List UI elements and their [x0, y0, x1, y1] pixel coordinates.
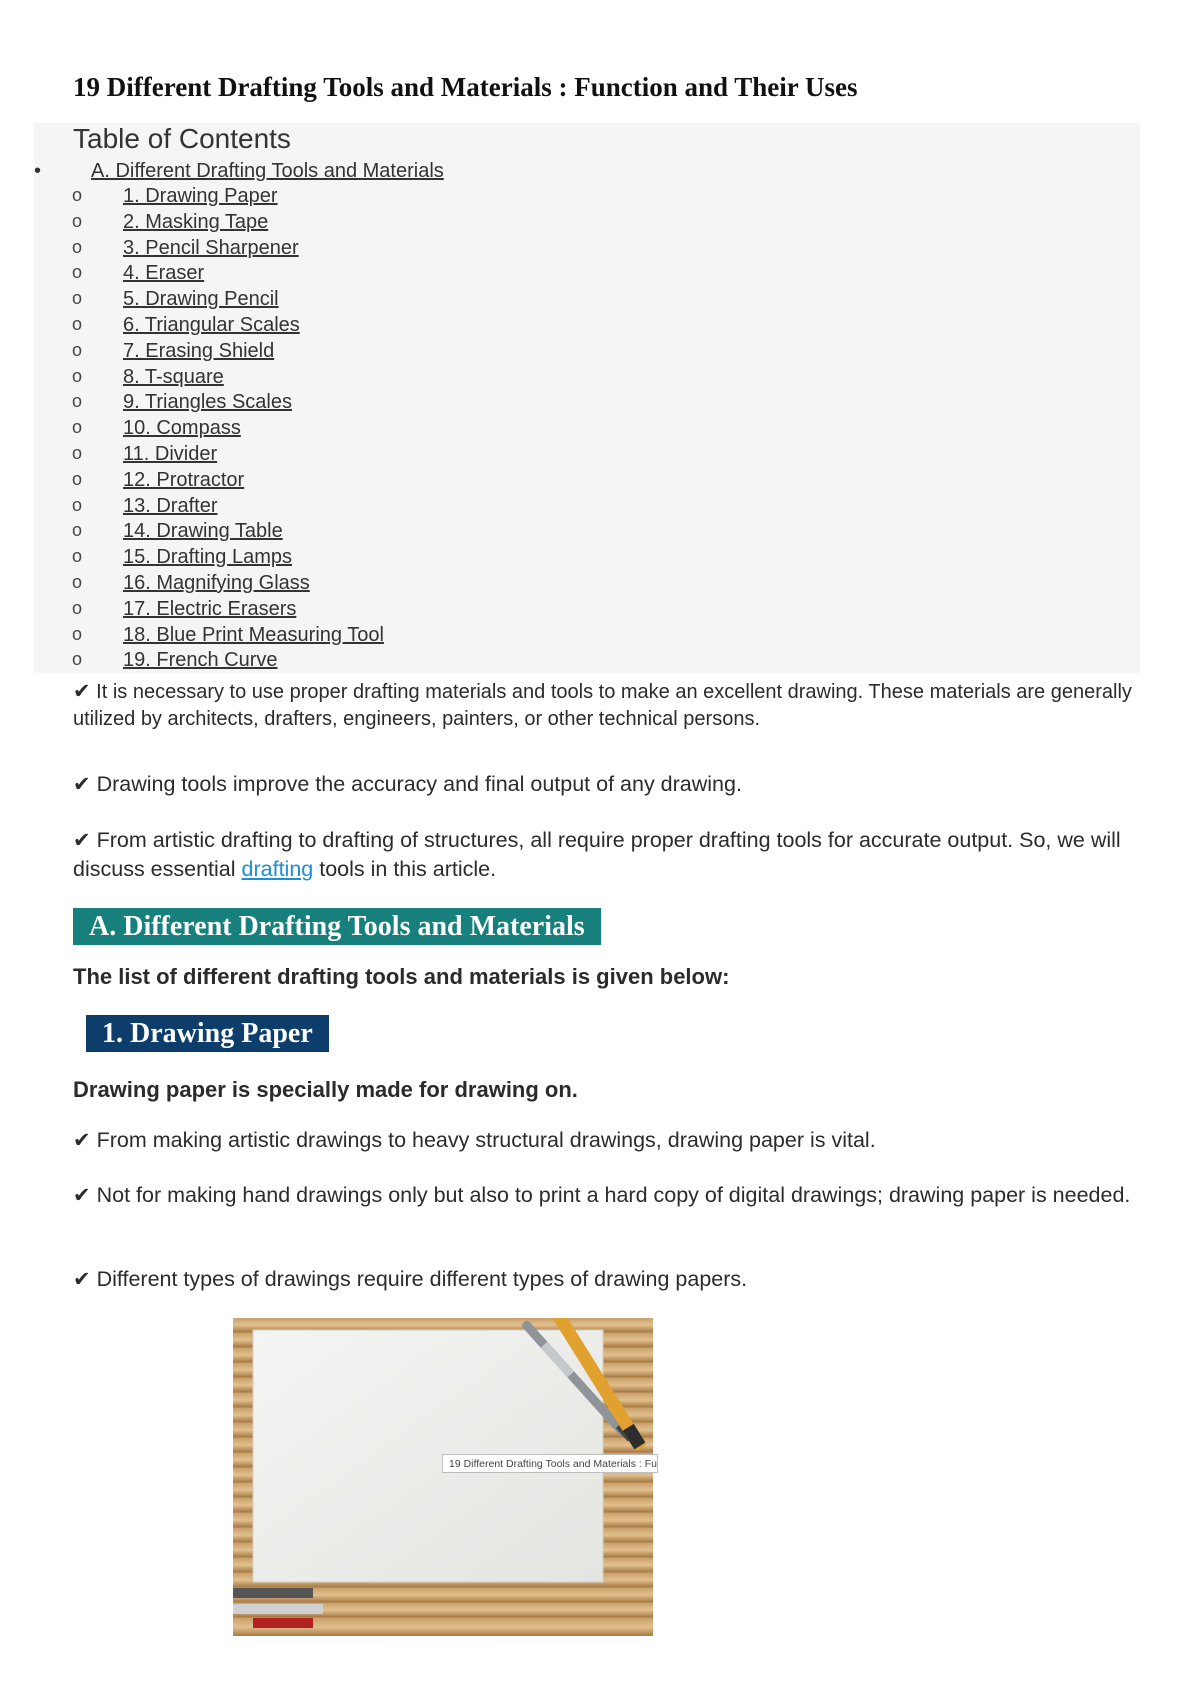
toc-heading: Table of Contents	[73, 123, 291, 154]
drawing-paper-text-1: From making artistic drawings to heavy structural drawings, drawing paper is vital.	[96, 1128, 876, 1152]
toc-link[interactable]: 2. Masking Tape	[123, 210, 269, 233]
toc-link-section-a[interactable]: A. Different Drafting Tools and Materials	[91, 160, 444, 182]
sub-bullet-icon: o	[72, 623, 83, 644]
document-title: 19 Different Drafting Tools and Materials : Function and Their Uses	[73, 72, 858, 102]
toc-link[interactable]: 17. Electric Erasers	[123, 597, 297, 620]
drawing-paper-bullet-3	[73, 1265, 1143, 1294]
toc-link[interactable]: 1. Drawing Paper	[123, 185, 278, 207]
sub-bullet-icon: o	[72, 339, 83, 360]
toc-link[interactable]: 13. Drafter	[123, 494, 218, 517]
checkmark-icon: ✔	[73, 1129, 91, 1152]
sub-bullet-icon: o	[72, 597, 83, 618]
toc-link[interactable]: 5. Drawing Pencil	[123, 288, 279, 311]
toc-link[interactable]: 7. Erasing Shield	[123, 339, 275, 362]
toc-link[interactable]: 8. T-square	[123, 365, 224, 388]
sub-bullet-icon: o	[72, 313, 83, 334]
sub-bullet-icon: o	[72, 520, 83, 541]
sub-bullet-icon: o	[72, 649, 83, 670]
sub-bullet-icon: o	[72, 288, 83, 309]
sub-bullet-icon: o	[72, 185, 83, 205]
section-heading-a: A. Different Drafting Tools and Materials	[73, 908, 601, 945]
sub-bullet-icon: o	[72, 417, 83, 438]
sub-bullet-icon: o	[72, 365, 83, 386]
toc-link[interactable]: 4. Eraser	[123, 262, 205, 285]
drawing-paper-photo	[233, 1318, 653, 1636]
checkmark-icon: ✔	[73, 773, 91, 796]
toc-link[interactable]: 15. Drafting Lamps	[123, 546, 292, 569]
toc-link[interactable]: 9. Triangles Scales	[123, 391, 292, 414]
drawing-paper-text-2: Not for making hand drawings only but also to print a hard copy of digital drawings; drawing paper is needed.	[96, 1183, 1131, 1207]
intro-paragraph-1	[73, 678, 1143, 733]
image-caption-tag: 19 Different Drafting Tools and Materials : Fu	[442, 1454, 658, 1473]
drawing-paper-text-3: Different types of drawings require different types of drawing papers.	[96, 1267, 748, 1291]
toc-link[interactable]: 11. Divider	[123, 442, 218, 465]
sub-bullet-icon: o	[72, 494, 83, 515]
drawing-paper-lead: Drawing paper is specially made for drawing on.	[73, 1077, 578, 1102]
toc-link[interactable]: 18. Blue Print Measuring Tool	[123, 623, 384, 646]
sub-bullet-icon: o	[72, 262, 83, 283]
sub-bullet-icon: o	[72, 442, 83, 463]
table-of-contents	[34, 123, 1140, 673]
sub-bullet-icon: o	[72, 210, 83, 231]
toc-link[interactable]: 10. Compass	[123, 417, 241, 440]
intro-text-1: It is necessary to use proper drafting materials and tools to make an excellent drawing. These materials are generally utilized by architects, drafters, engineers, painters, or other technical persons.	[73, 681, 1132, 730]
drafting-link[interactable]: drafting	[241, 857, 314, 881]
checkmark-icon: ✔	[73, 829, 91, 852]
drawing-paper-bullet-2	[73, 1181, 1143, 1210]
toc-link[interactable]: 12. Protractor	[123, 468, 245, 491]
sub-bullet-icon: o	[72, 546, 83, 567]
section-intro: The list of different drafting tools and materials is given below:	[73, 964, 730, 989]
subsection-heading-drawing-paper: 1. Drawing Paper	[86, 1015, 329, 1052]
toc-link[interactable]: 19. French Curve	[123, 649, 278, 672]
sub-bullet-icon: o	[72, 236, 83, 257]
intro-paragraph-3	[73, 826, 1143, 884]
intro-text-3a: From artistic drafting to drafting of structures, all require proper drafting tools for accurate output. So, we will discuss essential	[73, 828, 1121, 881]
checkmark-icon: ✔	[73, 680, 91, 703]
toc-link[interactable]: 16. Magnifying Glass	[123, 571, 310, 594]
toc-link[interactable]: 14. Drawing Table	[123, 520, 283, 543]
checkmark-icon: ✔	[73, 1268, 91, 1291]
intro-paragraph-2	[73, 770, 1143, 799]
intro-text-3b: tools in this article.	[319, 857, 497, 881]
checkmark-icon: ✔	[73, 1184, 91, 1207]
intro-text-2: Drawing tools improve the accuracy and final output of any drawing.	[96, 772, 742, 796]
toc-link[interactable]: 3. Pencil Sharpener	[123, 236, 299, 259]
sub-bullet-icon: o	[72, 391, 83, 412]
toc-link[interactable]: 6. Triangular Scales	[123, 313, 300, 336]
sub-bullet-icon: o	[72, 571, 83, 592]
bullet-icon: •	[34, 160, 42, 182]
drawing-paper-image	[233, 1318, 653, 1636]
sub-bullet-icon: o	[72, 468, 83, 489]
drawing-paper-bullet-1	[73, 1126, 1143, 1155]
